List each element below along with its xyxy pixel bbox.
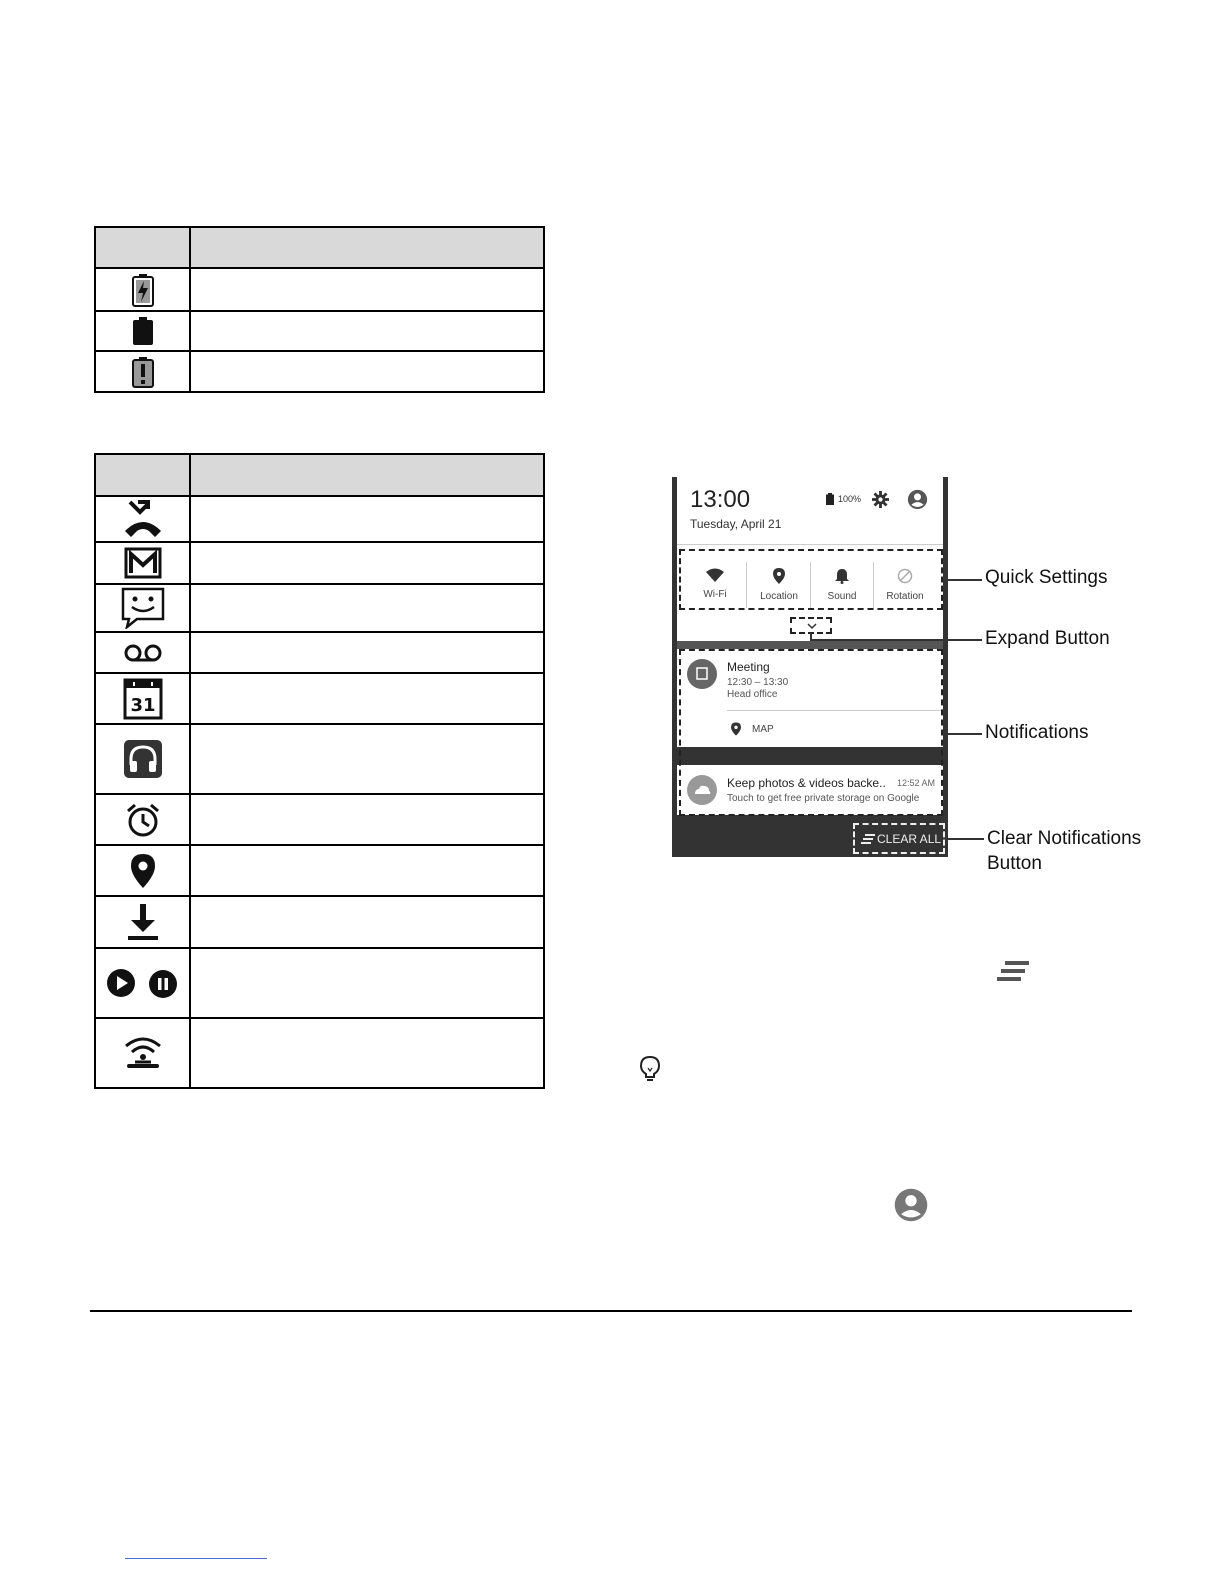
- table-header-description: [190, 227, 544, 268]
- user-account-icon: [894, 1188, 928, 1222]
- qs-label: Wi-Fi: [703, 589, 727, 600]
- notification-body: Touch to get free private storage on Google: [727, 793, 920, 804]
- user-account-icon[interactable]: [907, 489, 928, 510]
- notification-location: Head office: [727, 689, 778, 700]
- clock-time: 13:00: [690, 486, 751, 513]
- headset-icon: [123, 739, 163, 779]
- notification-title: Meeting: [727, 660, 770, 674]
- notification-time: 12:52 AM: [897, 778, 936, 788]
- message-icon: [121, 587, 165, 629]
- svg-text:31: 31: [129, 694, 156, 716]
- download-icon: [126, 902, 160, 942]
- alarm-icon: [125, 802, 161, 838]
- status-icons-table: [94, 226, 545, 393]
- notification-time-range: 12:30 – 13:30: [727, 677, 789, 688]
- qs-label: Rotation: [886, 591, 924, 602]
- callout-expand-button: Expand Button: [985, 628, 1110, 649]
- play-pause-icon: [106, 967, 180, 999]
- battery-charging-icon: [131, 273, 155, 307]
- qs-label: Location: [760, 591, 798, 602]
- gmail-icon: [124, 547, 162, 579]
- notifications-highlight: [679, 649, 943, 816]
- quick-settings-highlight: [679, 549, 943, 610]
- battery-full-icon: [132, 316, 154, 346]
- battery-status-icon: [826, 493, 834, 505]
- settings-gear-icon[interactable]: [872, 491, 889, 508]
- calendar-icon: [123, 678, 163, 720]
- clear-all-label: CLEAR ALL: [877, 832, 942, 846]
- clock-date: Tuesday, April 21: [690, 517, 782, 531]
- location-pin-icon: [130, 853, 156, 889]
- callout-notifications: Notifications: [985, 722, 1089, 743]
- missed-call-icon: [122, 499, 164, 539]
- chevron-down-icon: [807, 623, 817, 630]
- table-header-icon: [95, 227, 190, 268]
- battery-alert-icon: [131, 356, 155, 388]
- bottom-link-underline[interactable]: [125, 1558, 267, 1559]
- expand-button[interactable]: [790, 617, 832, 634]
- lightbulb-tip-icon: [639, 1055, 661, 1081]
- notification-title: Keep photos & videos backe..: [727, 776, 886, 790]
- map-action-button[interactable]: MAP: [752, 724, 774, 735]
- qs-label: Sound: [827, 591, 857, 602]
- notification-icons-table: [94, 453, 545, 1089]
- footer-divider: [90, 1310, 1132, 1312]
- wifi-hotspot-icon: [123, 1036, 163, 1070]
- voicemail-icon: [123, 643, 163, 663]
- battery-percent: 100%: [838, 494, 862, 504]
- clear-all-icon: [861, 834, 875, 844]
- callout-quick-settings: Quick Settings: [985, 567, 1108, 588]
- callout-clear-notifications-button: Button: [987, 853, 1042, 874]
- clear-all-button[interactable]: [853, 823, 945, 854]
- table-header-icon: [95, 454, 190, 496]
- callout-clear-notifications: Clear Notifications: [987, 828, 1142, 849]
- clear-all-icon: [997, 961, 1029, 981]
- table-header-description: [190, 454, 544, 496]
